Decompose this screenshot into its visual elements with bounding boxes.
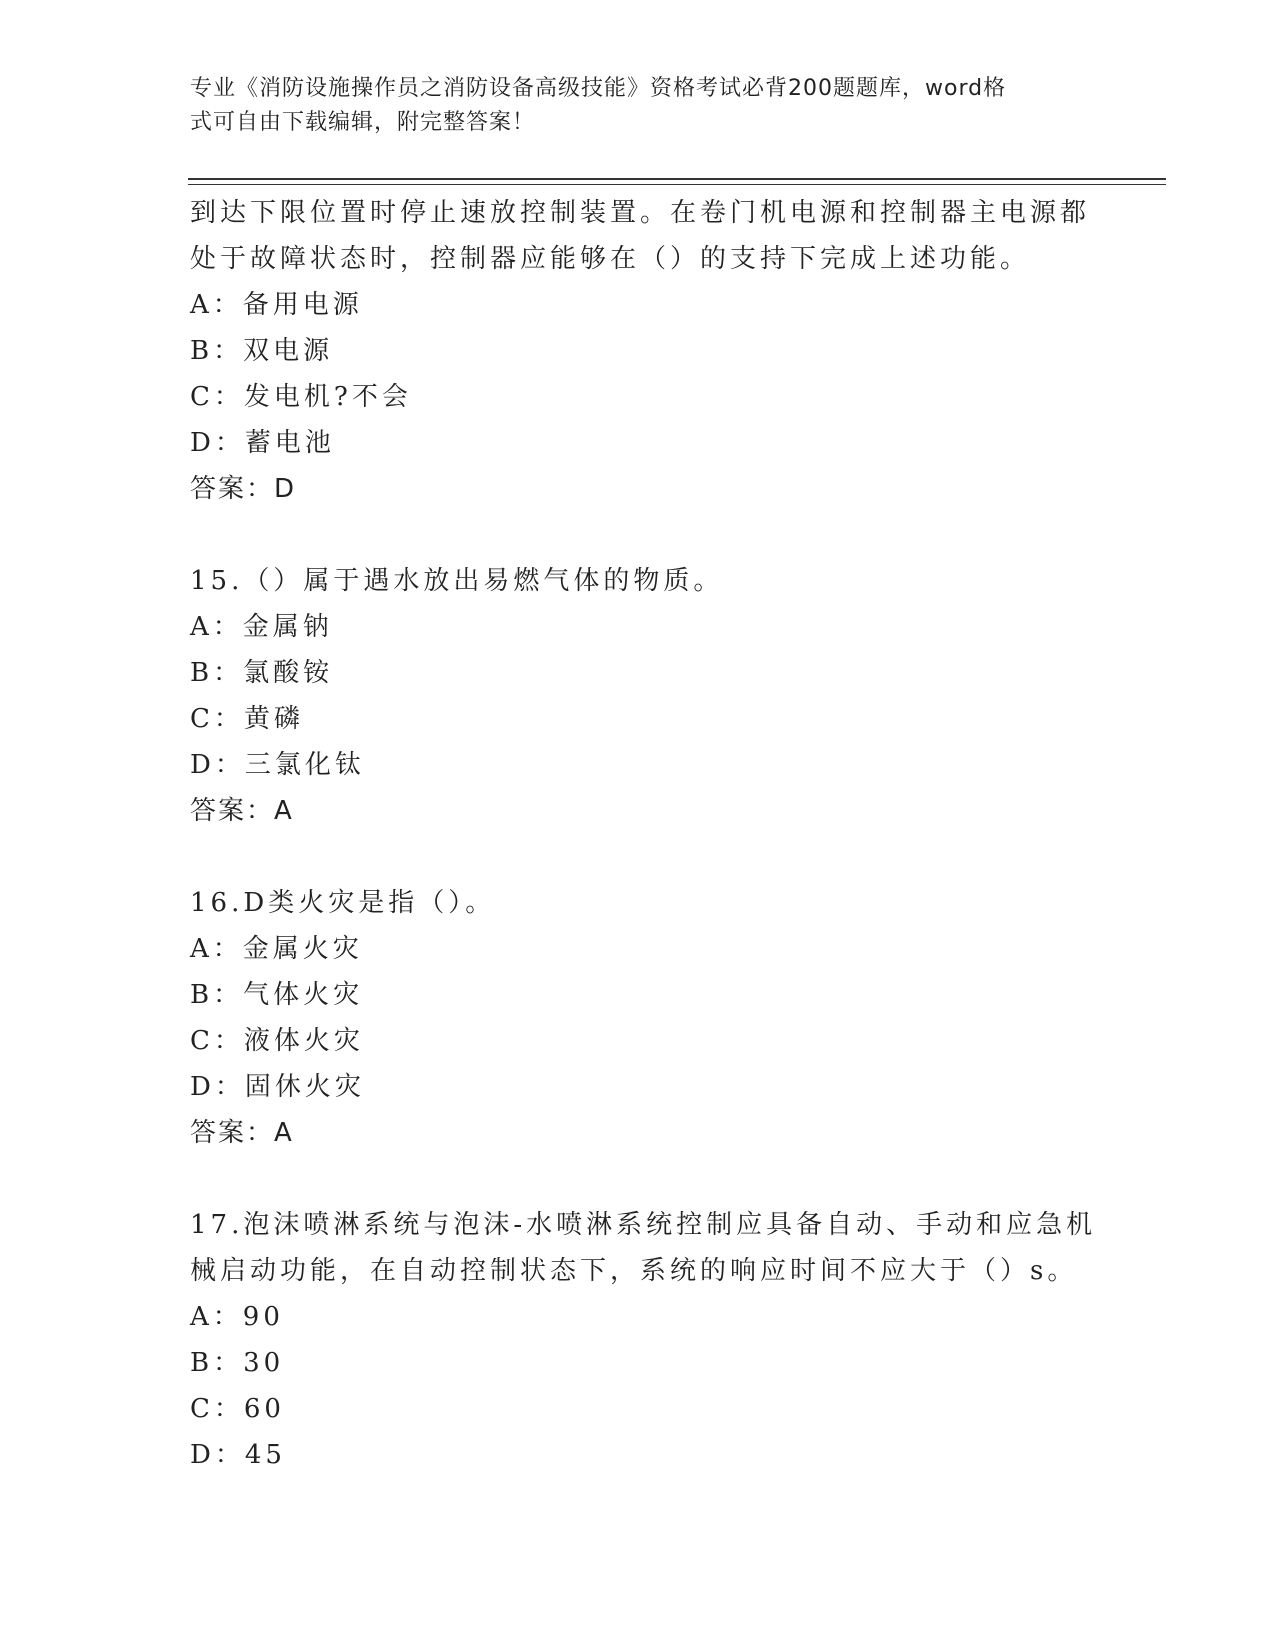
answer-label: 答案：D	[190, 474, 297, 504]
option-c: C：发电机?不会	[190, 382, 412, 412]
question-14	[190, 190, 1090, 512]
option-c: C：黄磷	[190, 704, 304, 734]
document-header	[190, 72, 1090, 140]
answer-label: 答案：A	[190, 1118, 294, 1148]
option-a: A：金属钠	[190, 612, 333, 642]
document-body	[190, 190, 1097, 1478]
option-c: C：液体火灾	[190, 1026, 364, 1056]
option-a: A：90	[190, 1302, 284, 1332]
option-d: D：45	[190, 1440, 286, 1470]
option-a: A：备用电源	[190, 290, 363, 320]
question-text-line: 到达下限位置时停止速放控制装置。在卷门机电源和控制器主电源都	[190, 198, 1091, 228]
header-divider-thin	[188, 184, 1166, 185]
question-stem: 15.（）属于遇水放出易燃气体的物质。	[190, 566, 724, 596]
question-stem: 16.D类火灾是指（）。	[190, 888, 496, 918]
question-spacer	[190, 834, 1090, 880]
question-text-line: 械启动功能，在自动控制状态下，系统的响应时间不应大于（）s。	[190, 1256, 1078, 1286]
option-d: D：固休火灾	[190, 1072, 365, 1102]
question-text-line: 17.泡沫喷淋系统与泡沫-水喷淋系统控制应具备自动、手动和应急机	[190, 1210, 1097, 1240]
header-line-2: 式可自由下载编辑，附完整答案！	[190, 110, 536, 135]
option-d: D：蓄电池	[190, 428, 335, 458]
question-spacer	[190, 1156, 1090, 1202]
header-line-1: 专业《消防设施操作员之消防设备高级技能》资格考试必背200题题库，word格	[190, 76, 1007, 101]
option-c: C：60	[190, 1394, 285, 1424]
option-b: B：氯酸铵	[190, 658, 334, 688]
question-text-line: 处于故障状态时，控制器应能够在（）的支持下完成上述功能。	[190, 244, 1031, 274]
question-16	[190, 880, 1090, 1156]
question-17	[190, 1202, 1097, 1478]
answer-label: 答案：A	[190, 796, 294, 826]
question-15	[190, 558, 1090, 834]
question-spacer	[190, 512, 1090, 558]
option-b: B：双电源	[190, 336, 334, 366]
option-b: B：气体火灾	[190, 980, 364, 1010]
option-d: D：三氯化钛	[190, 750, 365, 780]
option-a: A：金属火灾	[190, 934, 363, 964]
option-b: B：30	[190, 1348, 285, 1378]
header-divider-thick	[188, 178, 1166, 180]
